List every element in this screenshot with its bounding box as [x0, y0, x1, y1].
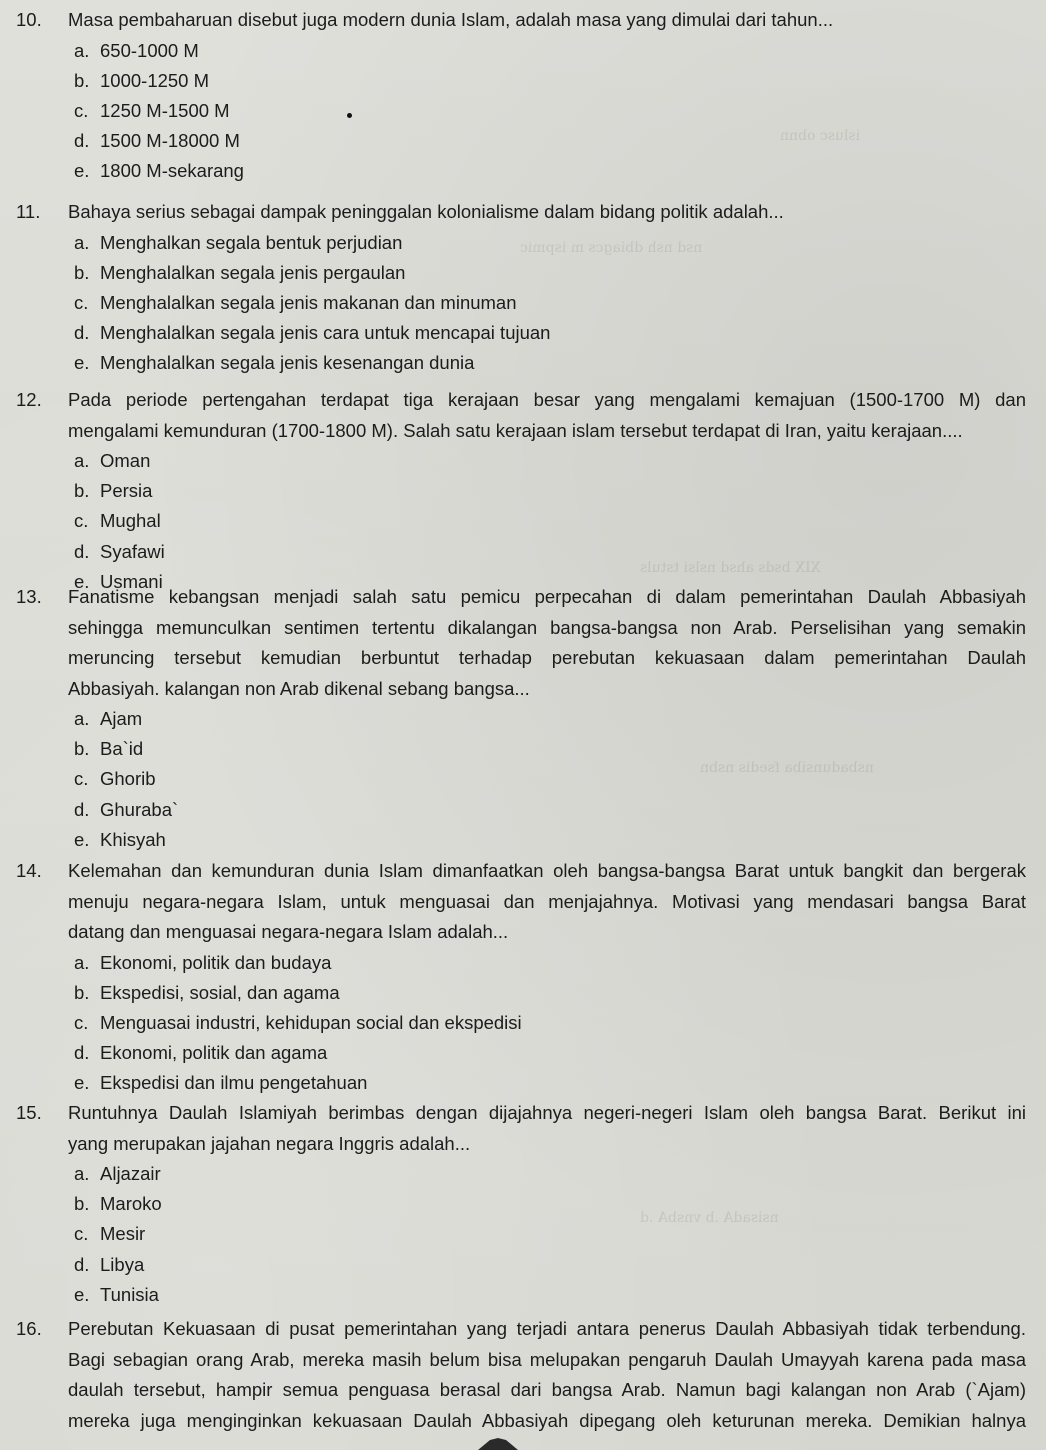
option-a[interactable]: a. Aljazair	[74, 1163, 161, 1184]
option-a[interactable]: a. Oman	[74, 450, 151, 471]
option-e[interactable]: e. Khisyah	[74, 828, 166, 850]
question-stem-line	[16, 1098, 1026, 1129]
question-number: 16.	[16, 1318, 42, 1339]
question-text: mereka juga menginginkan kekuasaan Daulah Abbasiyah dipegang oleh keturunan mereka. Demikian halnya	[68, 1409, 1026, 1431]
question-stem-line	[16, 582, 1026, 613]
question-stem-line	[16, 674, 1026, 705]
option-d[interactable]: d. Ekonomi, politik dan agama	[74, 1042, 328, 1064]
question-number: 13.	[16, 586, 42, 607]
option-a[interactable]: a. 650-1000 M	[74, 39, 199, 61]
option-d[interactable]: d. 1500 M-18000 M	[74, 130, 240, 152]
question-14	[16, 856, 1026, 1099]
question-stem-line	[16, 1314, 1026, 1345]
option-e[interactable]: e. Menghalalkan segala jenis kesenangan dunia	[74, 352, 475, 374]
question-text: mengalami kemunduran (1700-1800 M). Salah satu kerajaan islam tersebut terdapat di Iran, yaitu kerajaan....	[68, 419, 963, 441]
question-text: Bahaya serius sebagai dampak peninggalan kolonialisme dalam bidang politik adalah...	[68, 201, 784, 222]
option-b[interactable]: b. Ekspedisi, sosial, dan agama	[74, 981, 340, 1003]
question-text: daulah tersebut, hampir semua penguasa berasal dari bangsa Arab. Namun bagi kalangan non Arab (`Ajam)	[68, 1379, 1026, 1400]
question-text: Runtuhnya Daulah Islamiyah berimbas dengan dijajahnya negeri-negeri Islam oleh bangsa Barat. Berikut ini	[68, 1102, 1026, 1123]
options-list	[74, 704, 1026, 855]
question-stem-line	[16, 643, 1026, 674]
option-c[interactable]: c. Ghorib	[74, 768, 156, 790]
page-punch-mark	[478, 1436, 518, 1450]
question-text: Pada periode pertengahan terdapat tiga kerajaan besar yang mengalami kemajuan (1500-1700 M) dan	[68, 389, 1026, 410]
question-text: Bagi sebagian orang Arab, mereka masih belum bisa melupakan pengaruh Daulah Umayyah karena pada masa	[68, 1348, 1026, 1370]
question-text: Abbasiyah. kalangan non Arab dikenal sebang bangsa...	[68, 677, 530, 699]
question-text: Kelemahan dan kemunduran dunia Islam dimanfaatkan oleh bangsa-bangsa Barat untuk bangkit dan bergerak	[68, 860, 1026, 881]
question-16	[16, 1314, 1026, 1436]
options-list	[74, 36, 1026, 187]
show-through-text: nsd nsh dbiagcs m ispmic	[520, 240, 703, 256]
option-e[interactable]: e. 1800 M-sekarang	[74, 160, 244, 182]
option-e[interactable]: e. Ekspedisi dan ilmu pengetahuan	[74, 1072, 368, 1094]
question-text: meruncing tersebut kemudian berbuntut terhadap perebutan kekuasaan dalam pemerintahan Daulah	[68, 647, 1026, 668]
option-b[interactable]: b. Persia	[74, 480, 153, 502]
options-list	[74, 446, 1026, 597]
question-12	[16, 385, 1026, 597]
show-through-text: nsisadA .b vnsbA .d	[640, 1210, 779, 1226]
question-stem	[16, 5, 1026, 36]
option-d[interactable]: d. Ghuraba`	[74, 798, 179, 820]
question-stem-line	[16, 1345, 1026, 1376]
question-text: Masa pembaharuan disebut juga modern dunia Islam, adalah masa yang dimulai dari tahun...	[68, 9, 834, 30]
options-list	[74, 1159, 1026, 1310]
option-b[interactable]: b. 1000-1250 M	[74, 69, 210, 91]
question-stem	[16, 197, 1026, 228]
option-b[interactable]: b. Ba`id	[74, 738, 144, 760]
question-text: datang dan menguasai negara-negara Islam adalah...	[68, 921, 509, 942]
option-c[interactable]: c. Menguasai industri, kehidupan social dan ekspedisi	[74, 1011, 522, 1033]
options-list	[74, 948, 1026, 1099]
option-c[interactable]: c. 1250 M-1500 M	[74, 99, 230, 121]
options-list	[74, 228, 1026, 379]
option-e[interactable]: e. Tunisia	[74, 1283, 159, 1305]
question-number: 10.	[16, 9, 42, 30]
question-stem-line	[16, 917, 1026, 948]
question-11	[16, 197, 1026, 379]
question-stem-line	[16, 1129, 1026, 1160]
option-a[interactable]: a. Ajam	[74, 708, 143, 729]
question-stem-line	[16, 1375, 1026, 1406]
question-number: 14.	[16, 860, 42, 881]
question-13	[16, 582, 1026, 855]
question-text: sehingga memunculkan sentimen tertentu dikalangan bangsa-bangsa non Arab. Perselisihan yang semakin	[68, 616, 1026, 638]
question-number: 12.	[16, 389, 42, 410]
option-e[interactable]: e. Usmani	[74, 570, 163, 592]
option-a[interactable]: a. Ekonomi, politik dan budaya	[74, 951, 332, 973]
option-c[interactable]: c. Mesir	[74, 1223, 146, 1245]
question-stem-line	[16, 385, 1026, 416]
question-text: yang merupakan jajahan negara Inggris adalah...	[68, 1132, 471, 1154]
question-text: menuju negara-negara Islam, untuk menguasai dan menjajahnya. Motivasi yang mendasari bangsa Barat	[68, 890, 1026, 912]
option-c[interactable]: c. Menghalalkan segala jenis makanan dan minuman	[74, 291, 517, 313]
option-d[interactable]: d. Libya	[74, 1253, 145, 1275]
option-d[interactable]: d. Menghalalkan segala jenis cara untuk mencapai tujuan	[74, 322, 551, 344]
option-b[interactable]: b. Maroko	[74, 1193, 162, 1215]
show-through-text: islusc obnn	[780, 128, 861, 144]
option-a[interactable]: a. Menghalkan segala bentuk perjudian	[74, 231, 403, 253]
option-c[interactable]: c. Mughal	[74, 510, 161, 532]
show-through-text: XIX bsds ahsd nslsi tstuls	[640, 560, 821, 576]
question-text: Perebutan Kekuasaan di pusat pemerintahan yang terjadi antara penerus Daulah Abbasiyah tidak terbendung.	[68, 1318, 1026, 1339]
show-through-text: nsbadunsiba fsedis nsbn	[700, 760, 874, 776]
question-10	[16, 5, 1026, 187]
question-stem-line	[16, 1406, 1026, 1437]
ink-dot	[347, 113, 352, 118]
option-d[interactable]: d. Syafawi	[74, 540, 165, 562]
question-stem-line	[16, 887, 1026, 918]
question-stem-line	[16, 613, 1026, 644]
question-number: 11.	[16, 201, 41, 222]
question-text: Fanatisme kebangsan menjadi salah satu pemicu perpecahan di dalam pemerintahan Daulah Abbasiyah	[68, 586, 1026, 607]
question-number: 15.	[16, 1102, 42, 1123]
question-stem-line	[16, 416, 1026, 447]
question-15	[16, 1098, 1026, 1310]
option-b[interactable]: b. Menghalalkan segala jenis pergaulan	[74, 261, 406, 283]
question-stem-line	[16, 856, 1026, 887]
